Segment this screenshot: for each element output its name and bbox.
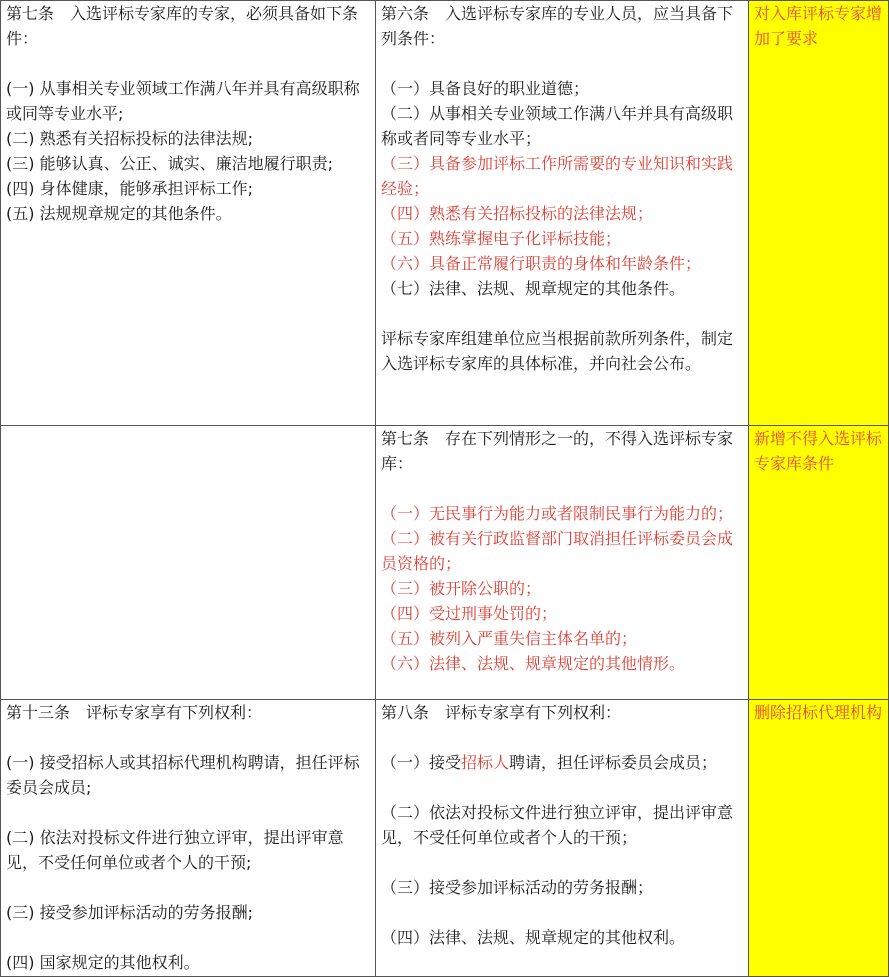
new-item-changed: （六）法律、法规、规章规定的其他情形。: [381, 654, 686, 673]
old-item: (四) 身体健康，能够承担评标工作;: [6, 179, 253, 198]
new-item-changed: （二）被有关行政监督部门取消担任评标委员会成员资格的；: [381, 529, 734, 573]
old-provision-cell: [1, 1, 376, 426]
new-item-changed: （四）受过刑事处罚的；: [381, 604, 558, 623]
table-row: [1, 1, 889, 426]
table-row: [1, 426, 889, 700]
new-item-changed: （五）熟练掌握电子化评标技能；: [381, 229, 622, 248]
new-item: （四）法律、法规、规章规定的其他权利。: [381, 928, 686, 947]
change-note-cell: [749, 426, 889, 700]
old-item: (一) 从事相关专业领域工作满八年并具有高级职称或同等专业水平;: [6, 79, 360, 123]
new-item-suffix: 聘请，担任评标委员会成员；: [509, 753, 718, 772]
change-note: 对入库评标专家增加了要求: [754, 4, 883, 48]
new-item-changed: （四）熟悉有关招标投标的法律法规；: [381, 204, 654, 223]
old-item: (二) 依法对投标文件进行独立评审，提出评审意见，不受任何单位或者个人的干预;: [6, 828, 344, 872]
new-article-heading: 第七条 存在下列情形之一的，不得入选评标专家库：: [381, 429, 734, 473]
old-article-heading: 第七条 入选评标专家库的专家，必须具备如下条件：: [6, 4, 359, 48]
new-item: （二）从事相关专业领域工作满八年并具有高级职称或者同等专业水平；: [381, 104, 734, 148]
new-article-heading: 第八条 评标专家享有下列权利：: [381, 703, 622, 722]
new-provision-cell: [376, 700, 749, 977]
old-article-heading: 第十三条 评标专家享有下列权利：: [6, 703, 263, 722]
old-item: (三) 能够认真、公正、诚实、廉洁地履行职责;: [6, 154, 333, 173]
old-item: (四) 国家规定的其他权利。: [6, 953, 200, 972]
old-provision-cell-empty: [1, 426, 376, 700]
old-item: (五) 法规规章规定的其他条件。: [6, 204, 232, 223]
new-item-changed: （一）无民事行为能力或者限制民事行为能力的；: [381, 504, 734, 523]
change-note: 新增不得入选评标专家库条件: [754, 429, 883, 473]
old-item: (一) 接受招标人或其招标代理机构聘请，担任评标委员会成员;: [6, 753, 360, 797]
new-provision-cell: [376, 426, 749, 700]
new-item-changed: （六）具备正常履行职责的身体和年龄条件；: [381, 254, 702, 273]
old-item: (三) 接受参加评标活动的劳务报酬;: [6, 903, 253, 922]
new-item: [381, 750, 743, 775]
change-note-cell: [749, 1, 889, 426]
new-provision-cell: [376, 1, 749, 426]
new-article-paragraph: 评标专家库组建单位应当根据前款所列条件，制定入选评标专家库的具体标准，并向社会公布。: [381, 329, 734, 373]
new-item-changed: （三）被开除公职的；: [381, 579, 542, 598]
new-item: （七）法律、法规、规章规定的其他条件。: [381, 279, 686, 298]
new-item-changed: （三）具备参加评标工作所需要的专业知识和实践经验；: [381, 154, 734, 198]
change-note-cell: [749, 700, 889, 977]
table-row: [1, 700, 889, 977]
new-item: （三）接受参加评标活动的劳务报酬；: [381, 878, 654, 897]
change-note: 删除招标代理机构: [754, 703, 883, 722]
old-item: (二) 熟悉有关招标投标的法律法规;: [6, 129, 253, 148]
new-item-changed-word: 招标人: [461, 753, 510, 772]
new-item-changed: （五）被列入严重失信主体名单的；: [381, 629, 638, 648]
new-article-heading: 第六条 入选评标专家库的专业人员，应当具备下列条件：: [381, 4, 734, 48]
old-provision-cell: [1, 700, 376, 977]
new-item-prefix: （一）接受: [381, 753, 462, 772]
new-item: （一）具备良好的职业道德；: [381, 79, 590, 98]
new-item: （二）依法对投标文件进行独立评审，提出评审意见，不受任何单位或者个人的干预；: [381, 803, 734, 847]
